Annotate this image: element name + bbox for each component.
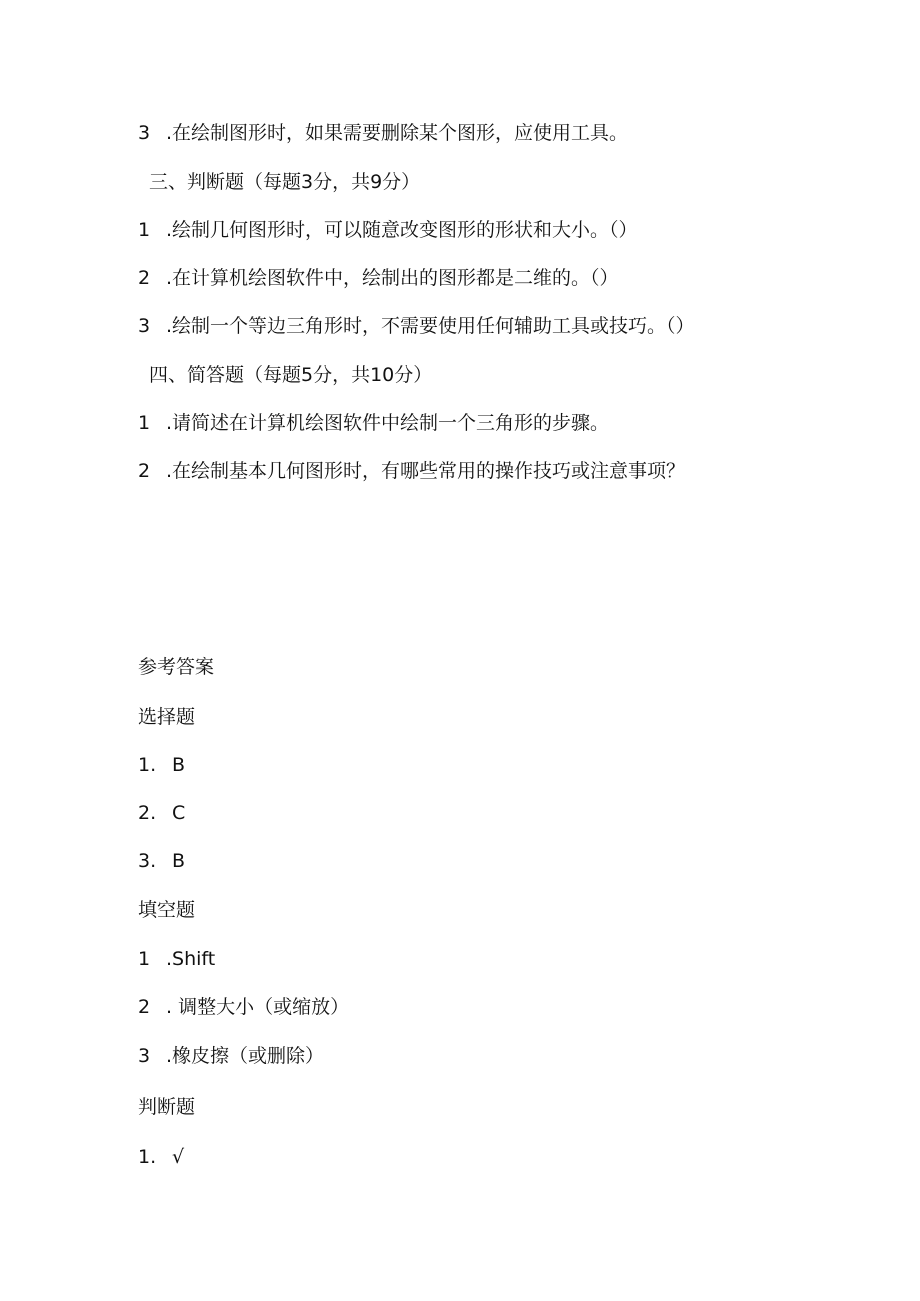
section-heading-short-answer: 四、简答题（每题5分，共10分） bbox=[149, 364, 433, 386]
answer-text: . 调整大小（或缩放） bbox=[166, 996, 350, 1018]
answer-section-fill-blank: 填空题 bbox=[138, 899, 196, 921]
question-number: 3 bbox=[138, 122, 151, 144]
answer-text: B bbox=[172, 850, 186, 872]
choice-answer-3 bbox=[138, 849, 185, 873]
answer-number: 1. bbox=[138, 754, 157, 776]
fill-answer-1 bbox=[138, 947, 215, 971]
answer-number: 1 bbox=[138, 948, 151, 970]
short-answer-question-2 bbox=[138, 459, 685, 483]
answer-text: .橡皮擦（或删除） bbox=[166, 1045, 325, 1067]
question-text: .请简述在计算机绘图软件中绘制一个三角形的步骤。 bbox=[166, 412, 610, 434]
answer-text: √ bbox=[172, 1146, 185, 1168]
question-number: 2 bbox=[138, 460, 151, 482]
answer-number: 3. bbox=[138, 850, 157, 872]
question-text: .在绘制图形时，如果需要删除某个图形，应使用工具。 bbox=[166, 122, 629, 144]
true-false-question-2 bbox=[138, 266, 619, 290]
answer-number: 2. bbox=[138, 802, 157, 824]
true-false-question-1 bbox=[138, 218, 638, 242]
true-false-answer-1 bbox=[138, 1145, 184, 1169]
section-heading-true-false: 三、判断题（每题3分，共9分） bbox=[149, 171, 421, 193]
choice-answer-1 bbox=[138, 753, 185, 777]
question-text: .绘制几何图形时，可以随意改变图形的形状和大小。（） bbox=[166, 219, 638, 241]
question-text: .在计算机绘图软件中，绘制出的图形都是二维的。（） bbox=[166, 267, 619, 289]
answer-key-title: 参考答案 bbox=[138, 656, 215, 678]
question-text: .在绘制基本几何图形时，有哪些常用的操作技巧或注意事项？ bbox=[166, 460, 686, 482]
choice-answer-2 bbox=[138, 801, 185, 825]
fill-answer-3 bbox=[138, 1044, 324, 1068]
answer-number: 1. bbox=[138, 1146, 157, 1168]
question-text: .绘制一个等边三角形时，不需要使用任何辅助工具或技巧。（） bbox=[166, 315, 695, 337]
answer-section-choice: 选择题 bbox=[138, 706, 196, 728]
answer-number: 2 bbox=[138, 996, 151, 1018]
question-number: 1 bbox=[138, 412, 151, 434]
answer-text: B bbox=[172, 754, 186, 776]
question-number: 1 bbox=[138, 219, 151, 241]
question-number: 3 bbox=[138, 315, 151, 337]
short-answer-question-1 bbox=[138, 411, 609, 435]
answer-number: 3 bbox=[138, 1045, 151, 1067]
question-number: 2 bbox=[138, 267, 151, 289]
answer-section-true-false: 判断题 bbox=[138, 1096, 196, 1118]
fill-answer-2 bbox=[138, 995, 349, 1019]
true-false-question-3 bbox=[138, 314, 695, 338]
fill-blank-question-3 bbox=[138, 121, 628, 145]
answer-text: .Shift bbox=[166, 948, 216, 970]
answer-text: C bbox=[172, 802, 186, 824]
